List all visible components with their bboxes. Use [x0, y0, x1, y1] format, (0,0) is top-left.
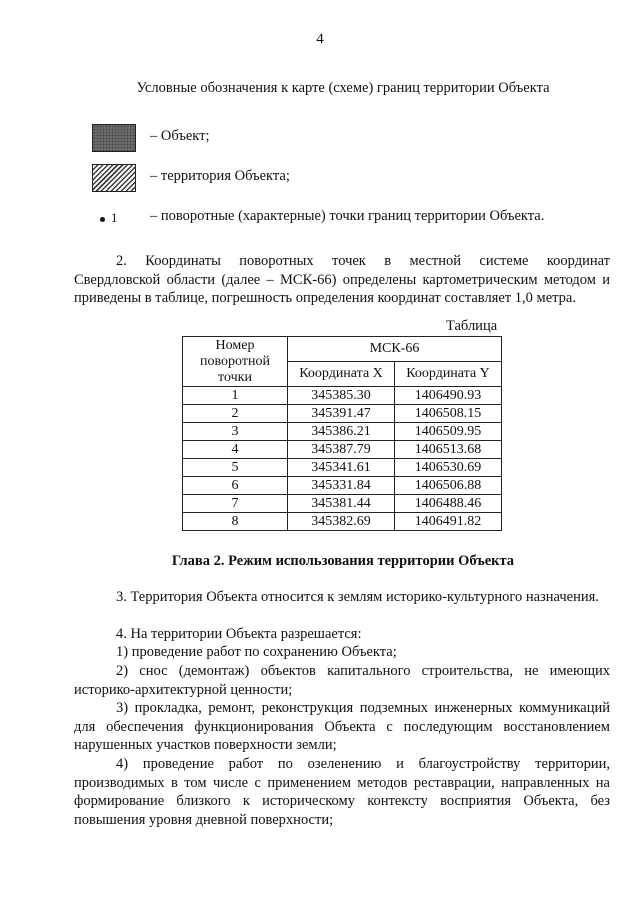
coord-y: 1406513.68: [395, 441, 502, 459]
coord-y: 1406509.95: [395, 423, 502, 441]
coord-x: 345381.44: [288, 495, 395, 513]
table-label: Таблица: [446, 318, 498, 334]
paragraph-4-item-3: 3) прокладка, ремонт, реконструкция подземных инженерных коммуникаций для обеспечения функционирования Объекта с последующим восстановлением нарушенных участков поверхности земли;: [74, 700, 610, 753]
table-row: [183, 513, 502, 531]
paragraph-4-item-1: 1) проведение работ по сохранению Объекта;: [116, 644, 397, 660]
point-marker: [100, 210, 118, 226]
coord-x: 345331.84: [288, 477, 395, 495]
paragraph-2: [74, 252, 610, 308]
page-number: 4: [316, 31, 324, 47]
table-row: [183, 405, 502, 423]
point-number: 4: [183, 441, 288, 459]
coord-y: 1406530.69: [395, 459, 502, 477]
coord-y: 1406488.46: [395, 495, 502, 513]
point-number: 6: [183, 477, 288, 495]
legend-item-point: [80, 204, 600, 234]
header-point-number: Номер поворотной точки: [183, 337, 288, 387]
coordinates-table: [182, 336, 502, 531]
table-row: [183, 441, 502, 459]
legend-item-territory: [80, 164, 600, 194]
legend-item-object: [80, 124, 600, 154]
paragraph-4: 4. На территории Объекта разрешается:: [116, 626, 362, 642]
coord-x: 345341.61: [288, 459, 395, 477]
point-dot-icon: [100, 217, 105, 222]
coord-x: 345382.69: [288, 513, 395, 531]
legend-text-object: – Объект;: [150, 128, 210, 144]
table-row: [183, 423, 502, 441]
coord-y: 1406491.82: [395, 513, 502, 531]
legend-title: Условные обозначения к карте (схеме) границ территории Объекта: [136, 80, 550, 96]
hatched-territory-swatch-icon: [92, 164, 136, 192]
header-coordinate-system: МСК-66: [288, 337, 502, 362]
object-swatch-icon: [92, 124, 136, 152]
point-number: 5: [183, 459, 288, 477]
table-row: [183, 495, 502, 513]
paragraph-4-item-2: 2) снос (демонтаж) объектов капитального строительства, не имеющих историко-архитектурной ценности;: [74, 663, 610, 698]
coord-y: 1406490.93: [395, 387, 502, 405]
legend-text-point: – поворотные (характерные) точки границ территории Объекта.: [150, 208, 545, 224]
coord-x: 345386.21: [288, 423, 395, 441]
table-row: [183, 477, 502, 495]
chapter-title: Глава 2. Режим использования территории Объекта: [171, 553, 515, 569]
table-row: [183, 459, 502, 477]
point-number: 2: [183, 405, 288, 423]
legend-text-territory: – территория Объекта;: [150, 168, 290, 184]
point-number: 3: [183, 423, 288, 441]
paragraph-2-line1: 2. Координаты поворотных точек в местной системе координат: [116, 253, 610, 269]
coord-x: 345391.47: [288, 405, 395, 423]
header-coordinate-x: Координата X: [288, 362, 395, 387]
coord-y: 1406506.88: [395, 477, 502, 495]
paragraph-4-item-4: 4) проведение работ по озеленению и благоустройству территории, производимых в том числе с применением методов реставрации, направленных на формирование близкого к историческому контексту восприятия Объекта, без повышения уровня дневной поверхности;: [74, 756, 610, 828]
coord-y: 1406508.15: [395, 405, 502, 423]
point-marker-label: 1: [111, 210, 118, 225]
point-number: 8: [183, 513, 288, 531]
point-number: 7: [183, 495, 288, 513]
paragraph-3: 3. Территория Объекта относится к землям историко-культурного назначения.: [116, 589, 599, 605]
table-row: [183, 387, 502, 405]
coord-x: 345385.30: [288, 387, 395, 405]
paragraph-2-rest: Свердловской области (далее – МСК-66) определены картометрическим методом и приведены в таблице, погрешность определения координат составляет 1,0 метра.: [74, 271, 610, 306]
coord-x: 345387.79: [288, 441, 395, 459]
header-coordinate-y: Координата Y: [395, 362, 502, 387]
point-number: 1: [183, 387, 288, 405]
